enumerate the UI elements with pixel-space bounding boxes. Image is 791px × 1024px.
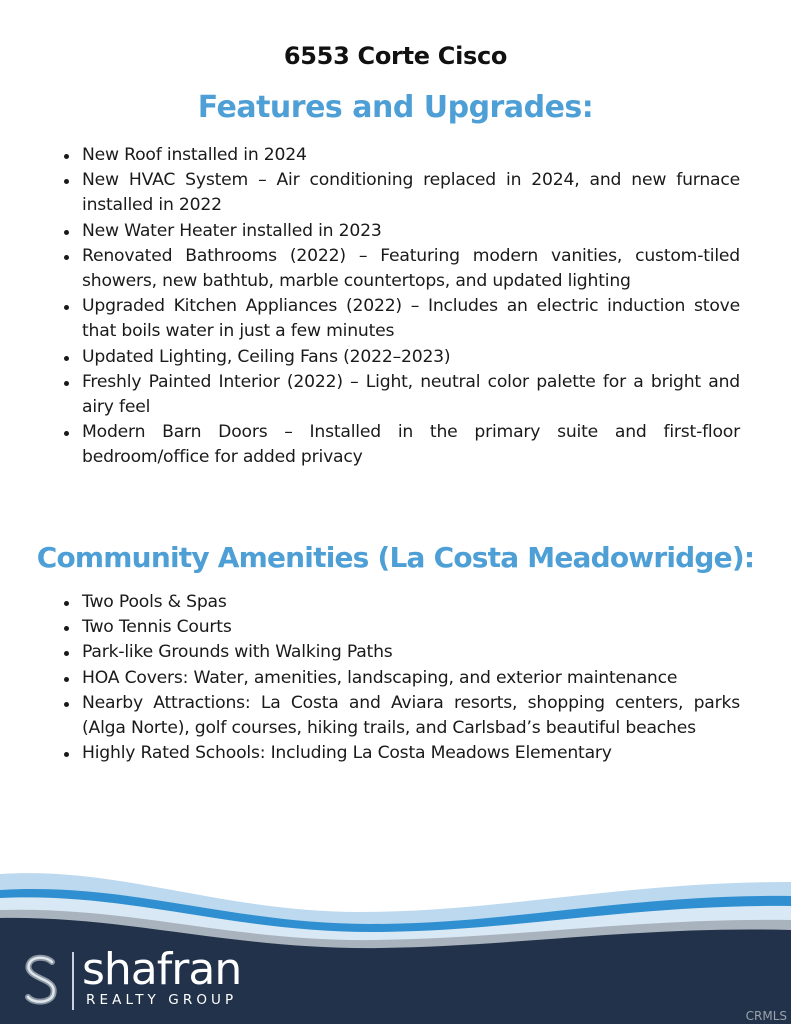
property-address: 6553 Corte Cisco	[283, 42, 508, 70]
features-list	[82, 143, 740, 471]
community-list	[82, 590, 740, 766]
list-item: Freshly Painted Interior (2022) – Light, neutral color palette for a bright and airy feel	[82, 370, 740, 420]
list-item: Highly Rated Schools: Including La Costa Meadows Elementary	[82, 741, 740, 766]
list-item: Two Tennis Courts	[82, 615, 740, 640]
list-item: Two Pools & Spas	[82, 590, 740, 615]
logo-divider	[72, 952, 74, 1010]
list-item: Park-like Grounds with Walking Paths	[82, 640, 740, 665]
community-heading: Community Amenities (La Costa Meadowridge):	[36, 541, 755, 574]
list-item: New Water Heater installed in 2023	[82, 219, 740, 244]
features-heading: Features and Upgrades:	[197, 90, 594, 125]
list-item: HOA Covers: Water, amenities, landscaping, and exterior maintenance	[82, 666, 740, 691]
list-item: Nearby Attractions: La Costa and Aviara resorts, shopping centers, parks (Alga Norte), golf courses, hiking trails, and Carlsbad’s beautiful beaches	[82, 691, 740, 741]
brand-subtitle: REALTY GROUP	[86, 992, 238, 1008]
list-item: New Roof installed in 2024	[82, 143, 740, 168]
list-item: New HVAC System – Air conditioning replaced in 2024, and new furnace installed in 2022	[82, 168, 740, 218]
mls-watermark: CRMLS	[745, 1009, 787, 1023]
list-item: Updated Lighting, Ceiling Fans (2022–2023)	[82, 345, 740, 370]
list-item: Upgraded Kitchen Appliances (2022) – Includes an electric induction stove that boils water in just a few minutes	[82, 294, 740, 344]
list-item: Modern Barn Doors – Installed in the primary suite and first-floor bedroom/office for added privacy	[82, 420, 740, 470]
brand-name: shafran	[82, 944, 242, 995]
list-item: Renovated Bathrooms (2022) – Featuring modern vanities, custom-tiled showers, new bathtub, marble countertops, and updated lighting	[82, 244, 740, 294]
company-logo	[22, 944, 282, 1012]
s-logo-icon	[22, 953, 62, 1007]
